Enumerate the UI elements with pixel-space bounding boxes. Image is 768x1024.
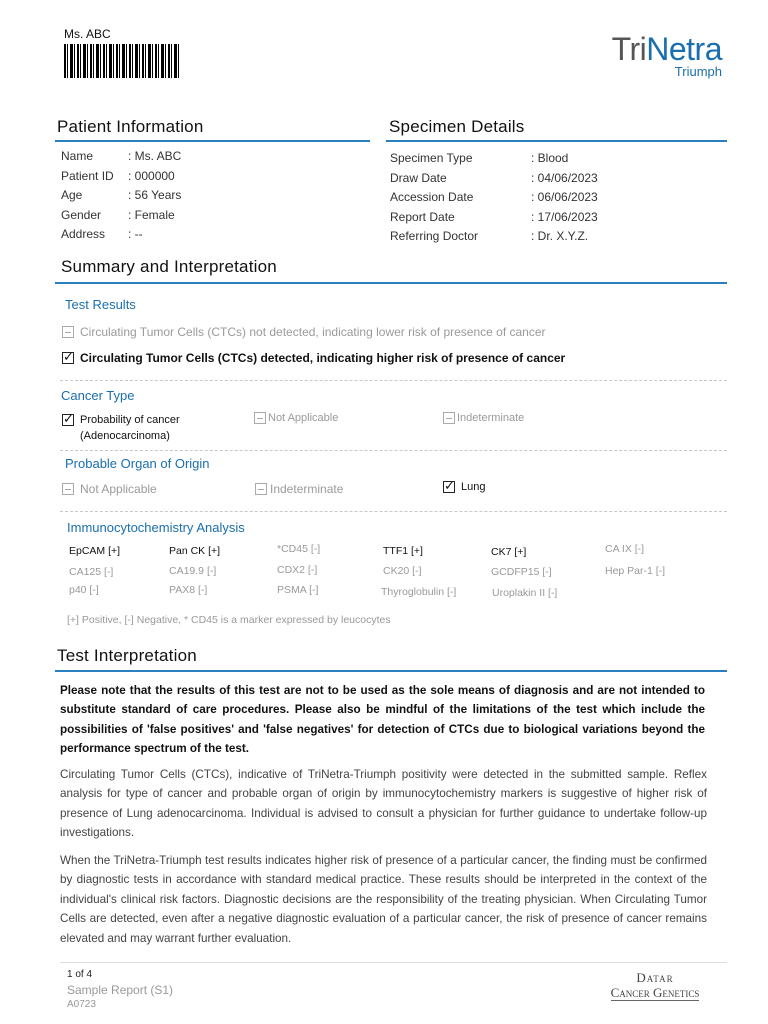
disclaimer-text: Please note that the results of this test are not to be used as the sole means of diagnosis and are not intended to substitute standard of care procedures. Please also be mindful of the limitations of the test which include the possibilities of 'false positives' and 'false negatives' for detection of CTCs due to biological variations beyond the performance spectrum of the test. xyxy=(60,684,705,756)
test-results-heading: Test Results xyxy=(65,297,136,312)
datar-logo xyxy=(590,971,720,1002)
form-code: A0723 xyxy=(67,999,96,1010)
marker-psma: PSMA [-] xyxy=(277,584,319,596)
checked-box-icon xyxy=(443,481,455,493)
logo-sub: Triumph xyxy=(674,64,722,79)
header-patient-name: Ms. ABC xyxy=(64,27,111,41)
field-gender: Gender : Female xyxy=(61,207,175,222)
organ-option-not-applicable: Not Applicable xyxy=(62,482,157,496)
field-specimen-type: Specimen Type : Blood xyxy=(390,151,569,165)
logo-line-1: Datar xyxy=(636,970,674,985)
field-draw-date: Draw Date : 04/06/2023 xyxy=(390,170,598,185)
test-result-option-not-detected: Circulating Tumor Cells (CTCs) not detected, indicating lower risk of presence of cancer xyxy=(62,325,546,339)
field-patient-id: Patient ID : 000000 xyxy=(61,168,175,183)
specimen-title: Specimen Details xyxy=(389,117,525,136)
marker-hep-par-1: Hep Par-1 [-] xyxy=(605,565,666,577)
marker-epcam: EpCAM [+] xyxy=(69,545,121,557)
unchecked-box-icon xyxy=(254,412,266,424)
checked-box-icon xyxy=(62,414,74,426)
interpretation-paragraph-2: When the TriNetra-Triumph test results indicates higher risk of presence of a particular cancer, the finding must be confirmed by diagnostic tests in accordance with standard medical practice. These results should be interpreted in the context of the individual's clinical risk factors. Diagnostic decisions are the responsibility of the treating physician. When Circulating Tumor Cells are detected, even after a negative diagnostic evaluation of a particular cancer, the risk of presence of cancer remains elevated and may warrant further evaluation. xyxy=(60,854,707,945)
logo-tri: Tri xyxy=(611,31,647,67)
report-label: Sample Report (S1) xyxy=(67,983,174,997)
marker-ttf1: TTF1 [+] xyxy=(383,545,423,557)
interpretation-title: Test Interpretation xyxy=(57,646,197,665)
field-referring-doctor: Referring Doctor : Dr. X.Y.Z. xyxy=(390,229,589,243)
test-result-option-detected: ✓ Circulating Tumor Cells (CTCs) detected, indicating higher risk of presence of cancer xyxy=(62,351,565,365)
marker-p40: p40 [-] xyxy=(69,584,99,596)
marker-cd45: *CD45 [-] xyxy=(277,543,321,555)
patient-info-fields xyxy=(61,147,361,245)
unchecked-box-icon xyxy=(62,483,74,495)
cancer-type-option-not-applicable: Not Applicable xyxy=(254,412,338,424)
divider xyxy=(60,511,727,512)
specimen-rule xyxy=(386,140,727,142)
page-number: 1 of 4 xyxy=(67,969,93,980)
cancer-type-option-indeterminate: Indeterminate xyxy=(443,412,524,424)
marker-ca-ix: CA IX [-] xyxy=(605,543,645,555)
marker-ck20: CK20 [-] xyxy=(383,565,422,577)
field-accession-date: Accession Date : 06/06/2023 xyxy=(390,190,598,204)
footer-divider xyxy=(60,962,727,963)
field-age: Age : 56 Years xyxy=(61,188,182,202)
divider xyxy=(60,450,727,451)
marker-cdx2: CDX2 [-] xyxy=(277,564,318,576)
marker-ca125: CA125 [-] xyxy=(69,566,114,578)
summary-title: Summary and Interpretation xyxy=(61,257,277,276)
interpretation-paragraph-1: Circulating Tumor Cells (CTCs), indicative of TriNetra-Triumph positivity were detected in the submitted sample. Reflex analysis for type of cancer and probable organ of origin by immunocytochemistry markers is suggestive of higher risk of presence of Lung adenocarcinoma. Individual is advised to consult a physician for further guidance to undertake follow-up investigations. xyxy=(60,768,707,840)
marker-ck7: CK7 [+] xyxy=(491,546,527,558)
field-name: Name : Ms. ABC xyxy=(61,149,182,163)
divider xyxy=(60,380,727,381)
specimen-fields xyxy=(390,149,720,247)
organ-heading: Probable Organ of Origin xyxy=(65,456,210,471)
organ-option-lung: ✓ Lung xyxy=(443,481,485,493)
unchecked-box-icon xyxy=(62,326,74,338)
trinetra-logo xyxy=(582,32,722,79)
marker-ca19-9: CA19.9 [-] xyxy=(169,565,217,577)
interpretation-rule xyxy=(55,670,727,672)
unchecked-box-icon xyxy=(255,483,267,495)
checked-box-icon xyxy=(62,352,74,364)
unchecked-box-icon xyxy=(443,412,455,424)
icc-heading: Immunocytochemistry Analysis xyxy=(67,520,245,535)
marker-thyroglobulin: Thyroglobulin [-] xyxy=(381,586,457,598)
logo-netra: Netra xyxy=(646,31,722,67)
marker-pax8: PAX8 [-] xyxy=(169,584,208,596)
field-address: Address : -- xyxy=(61,227,143,241)
summary-rule xyxy=(55,282,727,284)
marker-gcdfp15: GCDFP15 [-] xyxy=(491,566,552,578)
organ-option-indeterminate: Indeterminate xyxy=(255,482,343,496)
marker-pan-ck: Pan CK [+] xyxy=(169,545,221,557)
icc-legend: [+] Positive, [-] Negative, * CD45 is a marker expressed by leucocytes xyxy=(67,614,391,626)
marker-uroplakin-ii: Uroplakin II [-] xyxy=(492,587,558,599)
barcode xyxy=(64,44,181,78)
cancer-type-heading: Cancer Type xyxy=(61,388,135,403)
logo-line-2: Cancer Genetics xyxy=(610,985,700,1000)
cancer-type-option-probability: ✓ Probability of cancer (Adenocarcinoma) xyxy=(62,412,180,444)
patient-info-rule xyxy=(55,140,370,142)
patient-info-title: Patient Information xyxy=(57,117,204,136)
field-report-date: Report Date : 17/06/2023 xyxy=(390,209,598,224)
